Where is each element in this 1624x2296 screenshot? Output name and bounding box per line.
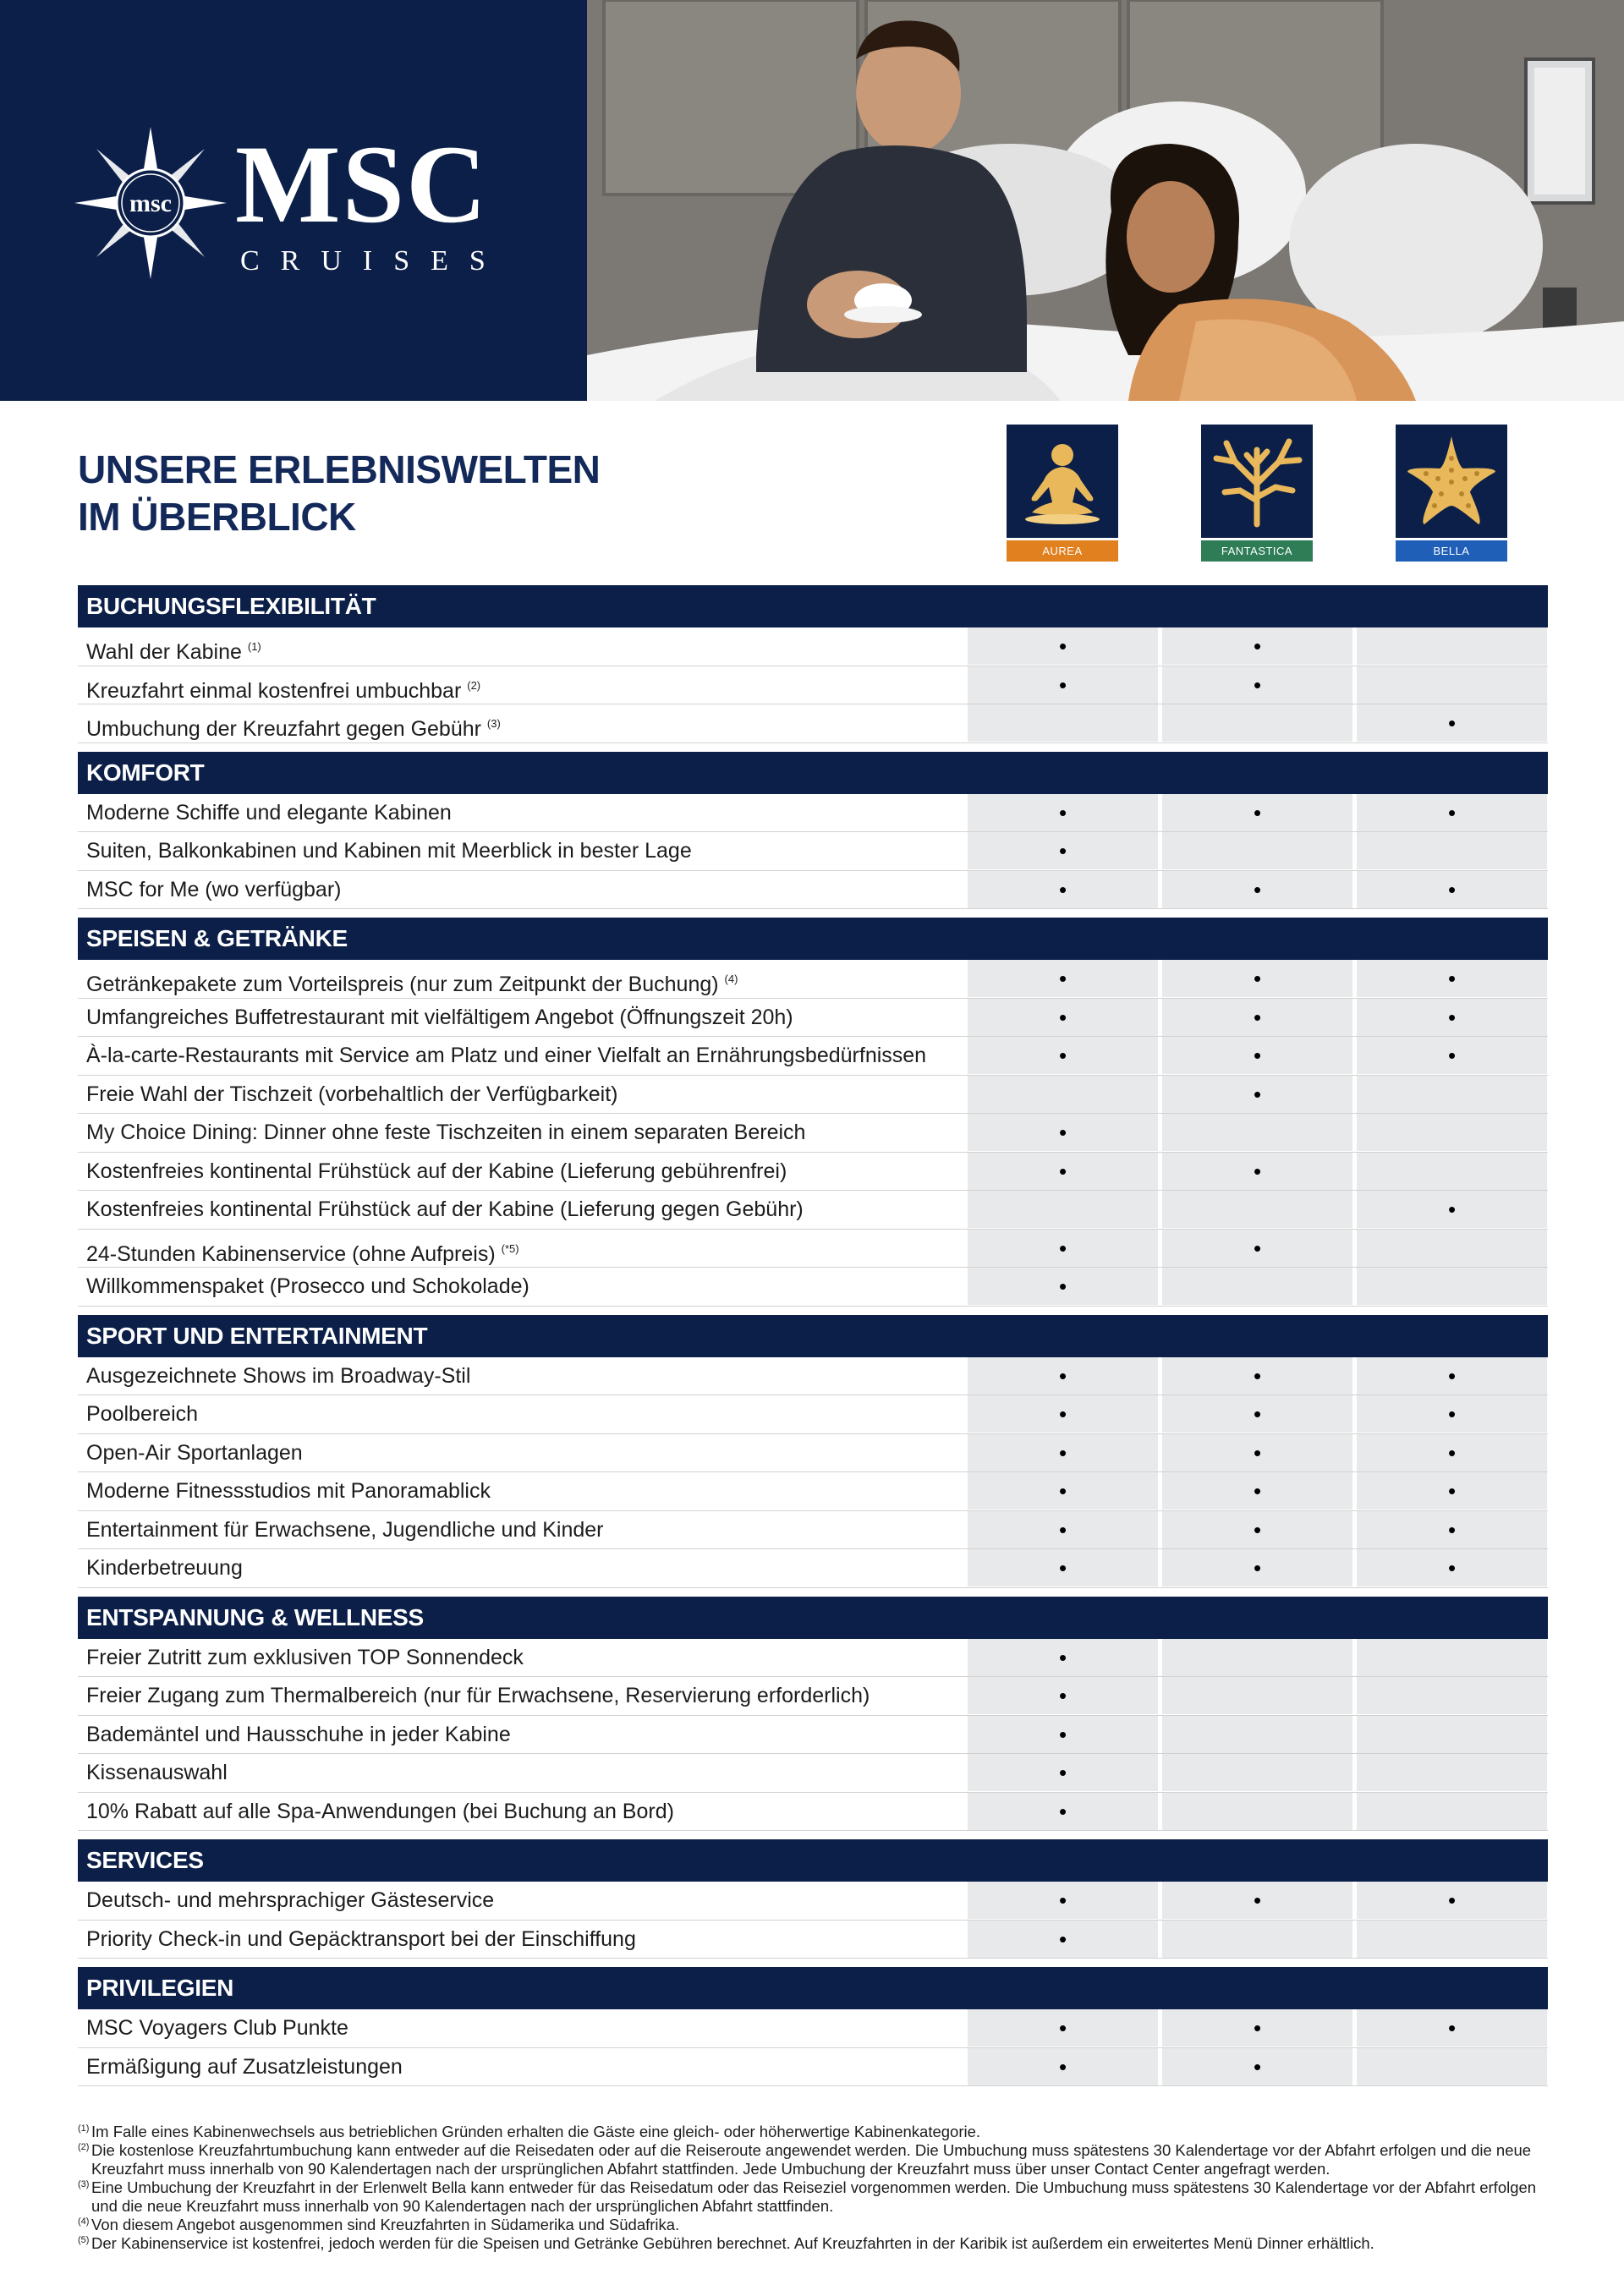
cell-aurea — [968, 704, 1158, 742]
cell-bella — [1357, 1716, 1547, 1753]
included-dot-icon: • — [1253, 1043, 1262, 1068]
cell-fantastica — [1162, 960, 1352, 997]
row-label-text: Moderne Schiffe und elegante Kabinen — [86, 800, 452, 825]
included-dot-icon: • — [1058, 1798, 1067, 1824]
row-label-text: Freier Zutritt zum exklusiven TOP Sonnendeck — [86, 1645, 524, 1669]
section-header: PRIVILEGIEN — [78, 1967, 1548, 2009]
row-label — [86, 1114, 805, 1152]
row-label — [86, 1230, 519, 1274]
cell-aurea — [968, 1677, 1158, 1714]
cell-bella — [1357, 1395, 1547, 1433]
cell-bella — [1357, 2048, 1547, 2085]
row-label-text: 10% Rabatt auf alle Spa-Anwendungen (bei Buchung an Bord) — [86, 1799, 674, 1823]
row-label — [86, 1395, 198, 1433]
table-row — [78, 1511, 1548, 1550]
row-label-text: Poolbereich — [86, 1402, 199, 1426]
table-row — [78, 1434, 1548, 1473]
cell-aurea — [968, 666, 1158, 704]
row-label-text: Kissenauswahl — [86, 1761, 228, 1784]
cell-aurea — [968, 1754, 1158, 1791]
cell-aurea — [968, 960, 1158, 997]
included-dot-icon: • — [1058, 633, 1067, 659]
starfish-icon — [1396, 425, 1507, 538]
cell-aurea — [968, 1793, 1158, 1830]
row-label-text: MSC for Me (wo verfügbar) — [86, 877, 342, 901]
included-dot-icon: • — [1447, 710, 1457, 736]
footnote-mark: (5) — [78, 2235, 90, 2245]
footnote — [78, 2141, 1550, 2178]
row-label-text: Umfangreiches Buffetrestaurant mit vielfältigem Angebot (Öffnungszeit 20h) — [86, 1005, 793, 1029]
cell-aurea — [968, 794, 1158, 831]
row-label — [86, 2009, 348, 2047]
row-label-text: Ausgezeichnete Shows im Broadway-Stil — [86, 1363, 471, 1388]
row-label — [86, 1153, 787, 1191]
cell-fantastica — [1162, 1191, 1352, 1228]
row-label — [86, 1754, 228, 1792]
cell-aurea — [968, 1153, 1158, 1190]
page-title-line2: IM ÜBERBLICK — [78, 495, 356, 539]
footnote-text: Von diesem Angebot ausgenommen sind Kreuzfahrten in Südamerika und Südafrika. — [91, 2216, 680, 2233]
cell-fantastica — [1162, 871, 1352, 908]
cell-bella — [1357, 666, 1547, 704]
cell-aurea — [968, 1716, 1158, 1753]
footnote-text: Im Falle eines Kabinenwechsels aus betrieblichen Gründen erhalten die Gäste eine gleich- oder höherwertige Kabinenkategorie. — [91, 2123, 981, 2140]
cell-bella — [1357, 2009, 1547, 2047]
footnotes — [78, 2123, 1550, 2253]
cell-aurea — [968, 1882, 1158, 1919]
included-dot-icon: • — [1058, 1043, 1067, 1068]
included-dot-icon: • — [1058, 1926, 1067, 1952]
row-label — [86, 627, 261, 671]
footnote-mark: (4) — [78, 2217, 90, 2227]
included-dot-icon: • — [1058, 1439, 1067, 1466]
cell-aurea — [968, 1511, 1158, 1548]
included-dot-icon: • — [1058, 838, 1067, 863]
row-label — [86, 1882, 494, 1920]
included-dot-icon: • — [1253, 1235, 1262, 1261]
included-dot-icon: • — [1447, 1478, 1457, 1504]
row-label — [86, 1639, 524, 1677]
cell-bella — [1357, 960, 1547, 997]
badge-fantastica — [1201, 425, 1313, 562]
included-dot-icon: • — [1058, 1120, 1067, 1145]
row-label-text: Getränkepakete zum Vorteilspreis (nur zum Zeitpunkt der Buchung) — [86, 973, 719, 996]
table-row — [78, 1882, 1548, 1921]
included-dot-icon: • — [1058, 1478, 1067, 1504]
row-label-text: Suiten, Balkonkabinen und Kabinen mit Meerblick in bester Lage — [86, 839, 692, 863]
included-dot-icon: • — [1058, 876, 1067, 902]
row-label-text: Open-Air Sportanlagen — [86, 1440, 303, 1465]
cell-fantastica — [1162, 1153, 1352, 1190]
table-row — [78, 1716, 1548, 1755]
hero-photo — [587, 0, 1624, 401]
row-label — [86, 704, 501, 748]
included-dot-icon: • — [1058, 671, 1067, 698]
footnote — [78, 2178, 1550, 2216]
included-dot-icon: • — [1447, 1362, 1457, 1389]
included-dot-icon: • — [1253, 2015, 1262, 2041]
included-dot-icon: • — [1058, 1516, 1067, 1543]
cell-fantastica — [1162, 1472, 1352, 1510]
row-label — [86, 1549, 243, 1587]
cell-bella — [1357, 627, 1547, 665]
cell-fantastica — [1162, 1754, 1352, 1791]
row-label — [86, 1716, 511, 1754]
cell-aurea — [968, 1472, 1158, 1510]
included-dot-icon: • — [1447, 1555, 1457, 1581]
cell-bella — [1357, 1793, 1547, 1830]
row-label-text: À-la-carte-Restaurants mit Service am Platz und einer Vielfalt an Ernährungsbedürfnissen — [86, 1044, 927, 1067]
cell-aurea — [968, 832, 1158, 869]
page-title — [78, 446, 600, 540]
table-row — [78, 1230, 1548, 1269]
page-title-line1: UNSERE ERLEBNISWELTEN — [78, 447, 601, 491]
cell-bella — [1357, 832, 1547, 869]
row-label — [86, 999, 793, 1037]
row-label — [86, 832, 692, 870]
cell-fantastica — [1162, 832, 1352, 869]
included-dot-icon: • — [1447, 1888, 1457, 1913]
hero-banner — [0, 0, 1624, 401]
row-label-text: Kinderbetreuung — [86, 1556, 243, 1580]
row-label-text: Umbuchung der Kreuzfahrt gegen Gebühr — [86, 717, 481, 741]
table-row — [78, 871, 1548, 910]
table-row — [78, 1114, 1548, 1153]
included-dot-icon: • — [1447, 966, 1457, 991]
meditation-figure-icon — [1007, 425, 1118, 538]
included-dot-icon: • — [1447, 1197, 1457, 1222]
included-dot-icon: • — [1253, 876, 1262, 902]
section-header: BUCHUNGSFLEXIBILITÄT — [78, 585, 1548, 627]
cell-fantastica — [1162, 1114, 1352, 1151]
cell-bella — [1357, 1434, 1547, 1471]
table-row — [78, 1076, 1548, 1115]
included-dot-icon: • — [1058, 1683, 1067, 1708]
cell-fantastica — [1162, 666, 1352, 704]
table-row — [78, 794, 1548, 833]
coral-icon — [1201, 425, 1313, 538]
row-label — [86, 1037, 926, 1075]
footnote-ref: (*5) — [501, 1241, 519, 1255]
brand-panel — [0, 0, 587, 401]
cell-bella — [1357, 1639, 1547, 1676]
included-dot-icon: • — [1447, 1439, 1457, 1466]
table-row — [78, 1793, 1548, 1832]
cell-fantastica — [1162, 794, 1352, 831]
table-row — [78, 1921, 1548, 1959]
cell-aurea — [968, 627, 1158, 665]
row-label-text: Wahl der Kabine — [86, 640, 242, 664]
table-row — [78, 1191, 1548, 1230]
included-dot-icon: • — [1253, 1888, 1262, 1913]
row-label-text: 24-Stunden Kabinenservice (ohne Aufpreis) — [86, 1241, 496, 1266]
included-dot-icon: • — [1253, 1158, 1262, 1184]
cell-aurea — [968, 1268, 1158, 1305]
cell-aurea — [968, 2048, 1158, 2085]
cell-aurea — [968, 1076, 1158, 1113]
cell-bella — [1357, 1472, 1547, 1510]
cell-fantastica — [1162, 1716, 1352, 1753]
included-dot-icon: • — [1253, 1439, 1262, 1466]
table-row — [78, 1549, 1548, 1588]
included-dot-icon: • — [1058, 1362, 1067, 1389]
table-row — [78, 999, 1548, 1038]
section-header: ENTSPANNUNG & WELLNESS — [78, 1597, 1548, 1639]
cell-aurea — [968, 999, 1158, 1036]
row-label — [86, 960, 738, 1004]
row-label — [86, 1511, 603, 1549]
footnote-ref: (1) — [247, 640, 261, 653]
table-row — [78, 1754, 1548, 1793]
cell-bella — [1357, 1191, 1547, 1228]
cell-bella — [1357, 1677, 1547, 1714]
cell-bella — [1357, 1114, 1547, 1151]
table-row — [78, 666, 1548, 705]
row-label-text: Entertainment für Erwachsene, Jugendliche und Kinder — [86, 1517, 604, 1542]
compass-rose-icon — [74, 127, 227, 279]
row-label-text: Moderne Fitnessstudios mit Panoramablick — [86, 1479, 491, 1503]
included-dot-icon: • — [1253, 1516, 1262, 1543]
row-label-text: Priority Check-in und Gepäcktransport bei der Einschiffung — [86, 1926, 636, 1951]
cell-aurea — [968, 1191, 1158, 1228]
included-dot-icon: • — [1253, 799, 1262, 825]
cell-fantastica — [1162, 2009, 1352, 2047]
included-dot-icon: • — [1058, 1401, 1067, 1427]
table-row — [78, 1472, 1548, 1511]
row-label — [86, 1357, 470, 1395]
included-dot-icon: • — [1253, 966, 1262, 991]
cell-fantastica — [1162, 1639, 1352, 1676]
table-row — [78, 1639, 1548, 1678]
msc-logo — [74, 122, 531, 288]
table-row — [78, 1357, 1548, 1396]
footnote — [78, 2123, 1550, 2141]
cell-aurea — [968, 1395, 1158, 1433]
table-row — [78, 1037, 1548, 1076]
row-label-text: Kreuzfahrt einmal kostenfrei umbuchbar — [86, 678, 462, 703]
row-label-text: My Choice Dining: Dinner ohne feste Tischzeiten in einem separaten Bereich — [86, 1121, 806, 1144]
badge-aurea — [1007, 425, 1118, 562]
footnote-mark: (2) — [78, 2142, 90, 2152]
brand-subtitle: CRUISES — [240, 245, 507, 277]
footnote — [78, 2234, 1550, 2253]
badge-label-aurea: AUREA — [1007, 540, 1118, 562]
cell-fantastica — [1162, 1230, 1352, 1267]
included-dot-icon: • — [1253, 1401, 1262, 1427]
included-dot-icon: • — [1253, 1478, 1262, 1504]
included-dot-icon: • — [1447, 1004, 1457, 1030]
row-label — [86, 1076, 618, 1114]
table-row — [78, 704, 1548, 743]
included-dot-icon: • — [1058, 799, 1067, 825]
section-header: SPORT UND ENTERTAINMENT — [78, 1315, 1548, 1357]
cell-bella — [1357, 1268, 1547, 1305]
emblem-text: msc — [129, 189, 172, 217]
included-dot-icon: • — [1058, 1721, 1067, 1747]
cell-fantastica — [1162, 1511, 1352, 1548]
cell-fantastica — [1162, 1268, 1352, 1305]
table-row — [78, 627, 1548, 666]
cell-aurea — [968, 1549, 1158, 1586]
included-dot-icon: • — [1253, 1004, 1262, 1030]
included-dot-icon: • — [1447, 1043, 1457, 1068]
footnote-text: Eine Umbuchung der Kreuzfahrt in der Erlenwelt Bella kann entweder für das Reisedatum oder das Reiseziel vorgenommen werden. Die Umbuchung muss spätestens 30 Kalendertage vor der Abfahrt erfolgen und die neue Kreuzfahrt muss innerhalb von 90 Kalendertagen nach der ursprünglichen Abfahrt stattfinden. — [91, 2178, 1537, 2215]
row-label — [86, 1268, 529, 1306]
row-label — [86, 2048, 403, 2086]
included-dot-icon: • — [1447, 2015, 1457, 2041]
included-dot-icon: • — [1253, 1362, 1262, 1389]
cell-bella — [1357, 871, 1547, 908]
section-gap — [78, 909, 1548, 918]
cell-fantastica — [1162, 1793, 1352, 1830]
brand-name: MSC — [235, 122, 489, 246]
included-dot-icon: • — [1253, 1555, 1262, 1581]
cell-aurea — [968, 1230, 1158, 1267]
cell-bella — [1357, 1230, 1547, 1267]
table-row — [78, 1677, 1548, 1716]
included-dot-icon: • — [1058, 1555, 1067, 1581]
footnote-mark: (1) — [78, 2123, 90, 2134]
table-row — [78, 1395, 1548, 1434]
included-dot-icon: • — [1058, 1274, 1067, 1299]
cell-bella — [1357, 1511, 1547, 1548]
table-row — [78, 1153, 1548, 1192]
row-label — [86, 1472, 491, 1510]
cell-bella — [1357, 1882, 1547, 1919]
included-dot-icon: • — [1058, 1888, 1067, 1913]
badge-label-bella: BELLA — [1396, 540, 1507, 562]
cell-fantastica — [1162, 999, 1352, 1036]
row-label-text: Freier Zugang zum Thermalbereich (nur für Erwachsene, Reservierung erforderlich) — [86, 1684, 870, 1707]
cell-bella — [1357, 1754, 1547, 1791]
row-label-text: Freie Wahl der Tischzeit (vorbehaltlich der Verfügbarkeit) — [86, 1082, 618, 1106]
footnote-ref: (4) — [724, 973, 738, 985]
cell-bella — [1357, 999, 1547, 1036]
cell-fantastica — [1162, 1921, 1352, 1958]
section-header: SERVICES — [78, 1839, 1548, 1882]
included-dot-icon: • — [1447, 1516, 1457, 1543]
cell-bella — [1357, 794, 1547, 831]
cell-fantastica — [1162, 627, 1352, 665]
footnote — [78, 2216, 1550, 2234]
included-dot-icon: • — [1253, 2053, 1262, 2080]
table-row — [78, 2009, 1548, 2048]
footnote-text: Die kostenlose Kreuzfahrtumbuchung kann entweder auf die Reisedaten oder auf die Reiseroute angewendet werden. Die Umbuchung muss spätestens 30 Kalendertage vor der Abfahrt erfolgen und die neue Kreuzfahrt muss innerhalb von 90 Kalendertagen nach der ursprünglichen Abfahrt stattfinden. Jede Umbuchung der Kreuzfahrt muss über unser Contact Center angefragt werden. — [91, 2141, 1532, 2178]
cell-fantastica — [1162, 2048, 1352, 2085]
cell-fantastica — [1162, 1357, 1352, 1395]
footnote-mark: (3) — [78, 2179, 90, 2189]
cell-aurea — [968, 1037, 1158, 1074]
table-row — [78, 960, 1548, 999]
section-gap — [78, 1588, 1548, 1597]
footnote-ref: (3) — [486, 717, 501, 730]
footnote-text: Der Kabinenservice ist kostenfrei, jedoch werden für die Speisen und Getränke Gebühren berechnet. Auf Kreuzfahrten in der Karibik ist außerdem ein erweitertes Menü Dinner erhältlich. — [91, 2234, 1374, 2252]
row-label — [86, 1921, 636, 1959]
badge-label-fantastica: FANTASTICA — [1201, 540, 1313, 562]
table-row — [78, 1268, 1548, 1307]
included-dot-icon: • — [1058, 1158, 1067, 1184]
row-label-text: Bademäntel und Hausschuhe in jeder Kabine — [86, 1722, 511, 1746]
row-label-text: Willkommenspaket (Prosecco und Schokolade) — [86, 1274, 529, 1298]
cell-fantastica — [1162, 1395, 1352, 1433]
included-dot-icon: • — [1058, 1004, 1067, 1030]
row-label — [86, 1434, 303, 1472]
included-dot-icon: • — [1058, 1235, 1067, 1261]
cell-bella — [1357, 1549, 1547, 1586]
cell-aurea — [968, 1434, 1158, 1471]
cell-fantastica — [1162, 1076, 1352, 1113]
cell-aurea — [968, 1114, 1158, 1151]
row-label — [86, 1677, 870, 1715]
cell-bella — [1357, 1921, 1547, 1958]
couple-in-bed-illustration — [587, 0, 1624, 401]
table-row — [78, 832, 1548, 871]
badge-bella — [1396, 425, 1507, 562]
table-row — [78, 2048, 1548, 2087]
included-dot-icon: • — [1058, 2015, 1067, 2041]
included-dot-icon: • — [1058, 1644, 1067, 1670]
section-header: SPEISEN & GETRÄNKE — [78, 918, 1548, 960]
cell-fantastica — [1162, 1882, 1352, 1919]
cell-fantastica — [1162, 1434, 1352, 1471]
cell-bella — [1357, 1153, 1547, 1190]
feature-comparison-table — [78, 585, 1548, 2086]
cell-aurea — [968, 1921, 1158, 1958]
cell-aurea — [968, 2009, 1158, 2047]
cell-bella — [1357, 704, 1547, 742]
cell-bella — [1357, 1076, 1547, 1113]
included-dot-icon: • — [1447, 876, 1457, 902]
section-gap — [78, 1831, 1548, 1839]
cell-bella — [1357, 1357, 1547, 1395]
included-dot-icon: • — [1447, 1401, 1457, 1427]
included-dot-icon: • — [1058, 966, 1067, 991]
cell-fantastica — [1162, 1677, 1352, 1714]
included-dot-icon: • — [1447, 799, 1457, 825]
cell-fantastica — [1162, 1037, 1352, 1074]
cell-aurea — [968, 871, 1158, 908]
row-label-text: Kostenfreies kontinental Frühstück auf der Kabine (Lieferung gebührenfrei) — [86, 1159, 787, 1183]
row-label — [86, 1191, 804, 1229]
row-label-text: Deutsch- und mehrsprachiger Gästeservice — [86, 1888, 495, 1912]
footnote-ref: (2) — [467, 678, 481, 692]
cell-bella — [1357, 1037, 1547, 1074]
included-dot-icon: • — [1253, 671, 1262, 698]
row-label-text: Kostenfreies kontinental Frühstück auf der Kabine (Lieferung gegen Gebühr) — [86, 1197, 804, 1221]
section-header: KOMFORT — [78, 752, 1548, 794]
cell-aurea — [968, 1357, 1158, 1395]
included-dot-icon: • — [1253, 633, 1262, 659]
section-gap — [78, 1959, 1548, 1967]
row-label-text: MSC Voyagers Club Punkte — [86, 2016, 348, 2040]
included-dot-icon: • — [1058, 2053, 1067, 2080]
row-label-text: Ermäßigung auf Zusatzleistungen — [86, 2054, 403, 2079]
cell-fantastica — [1162, 1549, 1352, 1586]
section-gap — [78, 1307, 1548, 1315]
row-label — [86, 1793, 674, 1831]
row-label — [86, 666, 480, 710]
cell-fantastica — [1162, 704, 1352, 742]
included-dot-icon: • — [1253, 1081, 1262, 1107]
row-label — [86, 794, 452, 832]
included-dot-icon: • — [1058, 1760, 1067, 1785]
row-label — [86, 871, 341, 909]
cell-aurea — [968, 1639, 1158, 1676]
